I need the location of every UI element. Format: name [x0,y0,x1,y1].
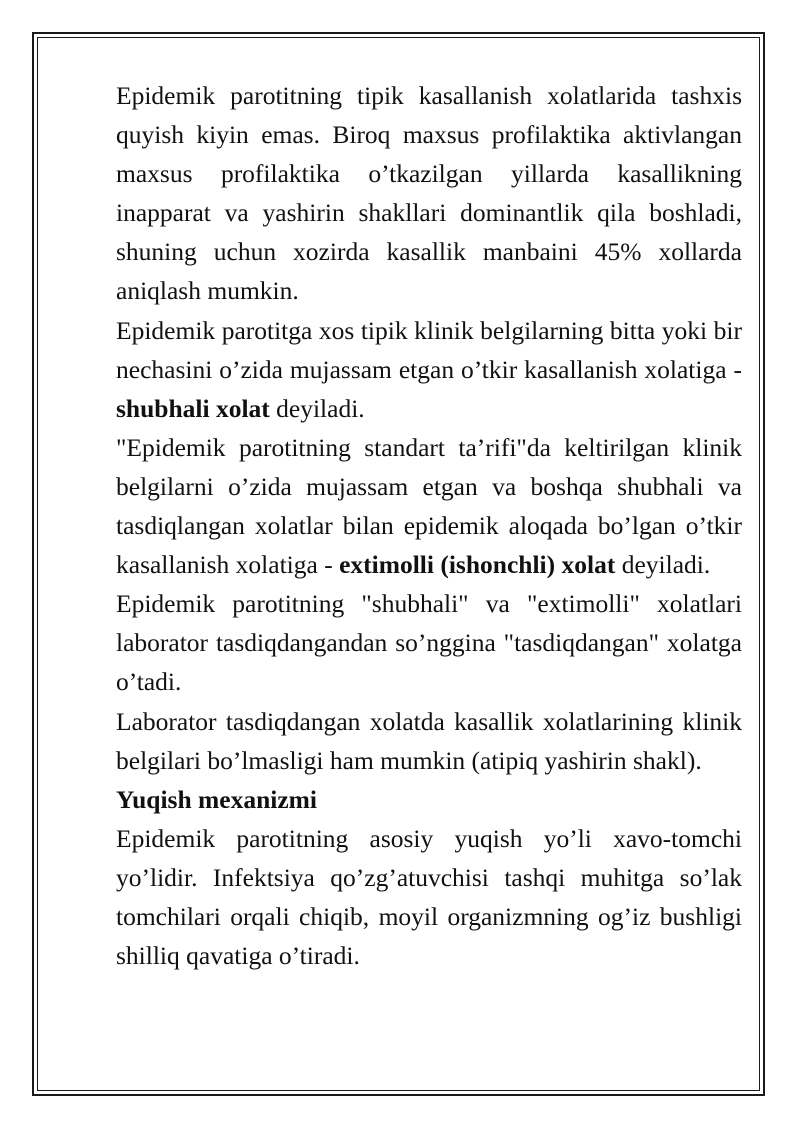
paragraph-probable-case-end: deyiladi. [615,550,711,580]
term-probable-case: extimolli (ishonchli) xolat [339,550,616,580]
section-heading-transmission: Yuqish mexanizmi [116,784,317,814]
paragraph-confirmation: Epidemik parotitning "shubhali" va "extimolli" xolatlari laborator tasdiqdangandan so’nggina "tasdiqdangan" xolatga o’tadi. [116,589,742,697]
paragraph-suspected-case-end: deyiladi. [269,393,365,423]
paragraph-suspected-case-text: Epidemik parotitga xos tipik klinik belgilarning bitta yoki bir nechasini o’zida mujassam etgan o’tkir kasallanish xolatiga - [116,315,742,384]
paragraph-diagnosis: Epidemik parotitning tipik kasallanish xolatlarida tashxis quyish kiyin emas. Biroq maxsus profilaktika aktivlangan maxsus profilaktika o’tkazilgan yillarda kasallikning inapparat va yashirin shakllari dominantlik qila boshladi, shuning uchun xozirda kasallik manbaini 45% xollarda aniqlash mumkin. [116,81,742,306]
document-body [116,76,742,975]
paragraph-transmission: Epidemik parotitning asosiy yuqish yo’li xavo-tomchi yo’lidir. Infektsiya qo’zg’atuvchisi tashqi muhitga so’lak tomchilari orqali chiqib, moyil organizmning og’iz bushligi shilliq qavatiga o’tiradi. [116,823,742,971]
paragraph-suspected-case [116,311,742,428]
paragraph-lab-confirmed: Laborator tasdiqdangan xolatda kasallik xolatlarining klinik belgilari bo’lmasligi ham mumkin (atipiq yashirin shakl). [116,706,742,775]
paragraph-probable-case-text: "Epidemik parotitning standart ta’rifi"da keltirilgan klinik belgilarni o’zida mujassam etgan va boshqa shubhali va tasdiqlangan xolatlar bilan epidemik aloqada bo’lgan o’tkir kasallanish xolatiga - [116,432,742,580]
term-suspected-case: shubhali xolat [116,393,270,423]
paragraph-probable-case [116,428,742,584]
